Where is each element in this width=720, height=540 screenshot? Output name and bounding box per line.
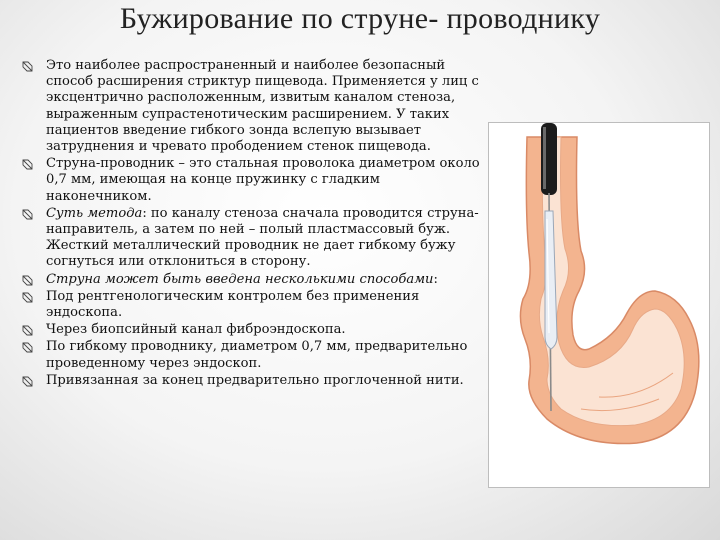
scroll-bullet-icon [22, 275, 33, 286]
bullet-text: Привязанная за конец предварительно проглоченной нити. [46, 372, 464, 388]
scroll-bullet-icon [22, 325, 33, 336]
esophagus-illustration [488, 122, 710, 488]
bullet-item [20, 373, 482, 389]
bullet-item [20, 339, 482, 371]
scroll-bullet-icon [22, 61, 33, 72]
scroll-bullet-icon [22, 209, 33, 220]
bullet-text: : по каналу стеноза сначала проводится струна-направитель, а затем по ней – полый пластмассовый буж. Жесткий металлический проводник не дает гибкому бужу согнуться или отклониться в сторону. [46, 205, 479, 270]
bullet-item [20, 272, 482, 288]
bullet-text: Под рентгенологическим контролем без применения эндоскопа. [46, 288, 420, 321]
bullet-text: Это наиболее распространенный и наиболее безопасный способ расширения стриктур пищевода. Применяется у лиц с эксцентрично расположенным, извитым каналом стеноза, выраженным супрастенотическим расширением. У таких пациентов введение гибкого зонда вслепую вызывает затруднения и чревато прободением стенок пищевода. [46, 58, 479, 155]
bullet-item [20, 289, 482, 321]
scroll-bullet-icon [22, 342, 33, 353]
bullet-item [20, 206, 482, 271]
bullet-emphasis: Суть метода [46, 205, 143, 221]
bullet-text: : [433, 271, 438, 287]
esophagus-stomach-drawing [489, 123, 709, 487]
bullet-text: Через биопсийный канал фиброэндоскопа. [46, 322, 346, 338]
scroll-bullet-icon [22, 376, 33, 387]
bullet-text: Струна-проводник – это стальная проволока диаметром около 0,7 мм, имеющая на конце пружинку с гладким наконечником. [46, 156, 480, 204]
bullet-item [20, 156, 482, 205]
bullet-item [20, 322, 482, 338]
bullet-list [20, 58, 482, 390]
slide-title: Бужирование по струне- проводнику [119, 2, 601, 35]
scroll-bullet-icon [22, 159, 33, 170]
bullet-emphasis: Струна может быть введена несколькими способами [46, 271, 434, 287]
bullet-text: По гибкому проводнику, диаметром 0,7 мм, предварительно проведенному через эндоскоп. [46, 339, 468, 371]
scroll-bullet-icon [22, 292, 33, 303]
bullet-item [20, 58, 482, 155]
